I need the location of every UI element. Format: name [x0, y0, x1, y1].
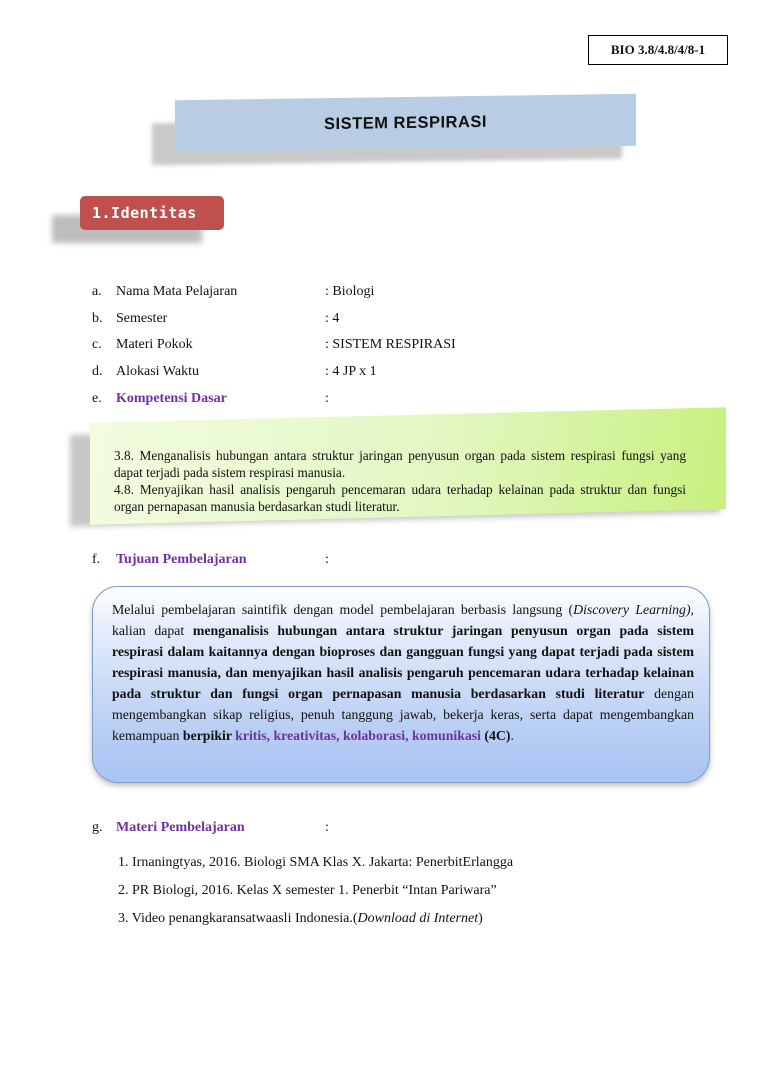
identity-row: b. Semester : 4 — [92, 311, 340, 326]
tujuan-row: f. Tujuan Pembelajaran : — [92, 552, 329, 567]
materi-item: 1. Irnaningtyas, 2016. Biologi SMA Klas X. Jakarta: PenerbitErlangga — [118, 855, 514, 870]
title-banner — [175, 94, 636, 152]
materi-item: 2. PR Biologi, 2016. Kelas X semester 1. Penerbit “Intan Pariwara” — [118, 883, 497, 898]
identity-row: d. Alokasi Waktu : 4 JP x 1 — [92, 364, 377, 379]
materi-row: g. Materi Pembelajaran : — [92, 820, 329, 835]
kompetensi-item: 3.8. Menganalisis hubungan antara struktur jaringan penyusun organ pada sistem respirasi fungsi yang dapat terjadi pada sistem respirasi manusia. — [114, 448, 686, 480]
kompetensi-text — [114, 447, 686, 515]
tujuan-text: Melalui pembelajaran saintifik dengan model pembelajaran berbasis langsung (Discovery Learning), kalian dapat menganalisis hubungan antara struktur jaringan penyusun organ pada sistem respirasi dalam kaitannya dengan bioproses dan gangguan fungsi yang dapat terjadi pada sistem respirasi manusia, dan menyajikan hasil analisis pengaruh pencemaran udara terhadap kelainan pada struktur dan fungsi organ pernapasan manusia berdasarkan studi literatur dengan mengembangkan sikap religius, penuh tanggung jawab, bekerja keras, serta dapat mengembangkan kemampuan berpikir kritis, kreativitas, kolaborasi, komunikasi (4C). — [112, 602, 694, 743]
identity-row: c. Materi Pokok : SISTEM RESPIRASI — [92, 337, 456, 352]
section-label-identitas: 1.Identitas — [80, 196, 224, 230]
materi-item: 3. Video penangkaransatwaasli Indonesia.(Download di Internet) — [118, 911, 483, 926]
document-code: BIO 3.8/4.8/4/8-1 — [588, 35, 728, 65]
identity-row: a. Nama Mata Pelajaran : Biologi — [92, 284, 375, 299]
kompetensi-item: 4.8. Menyajikan hasil analisis pengaruh pencemaran udara terhadap kelainan pada struktur dan fungsi organ pernapasan manusia berdasarkan studi literatur. — [114, 482, 686, 514]
page-title: SISTEM RESPIRASI — [324, 112, 487, 133]
identity-row: e. Kompetensi Dasar : — [92, 391, 329, 406]
